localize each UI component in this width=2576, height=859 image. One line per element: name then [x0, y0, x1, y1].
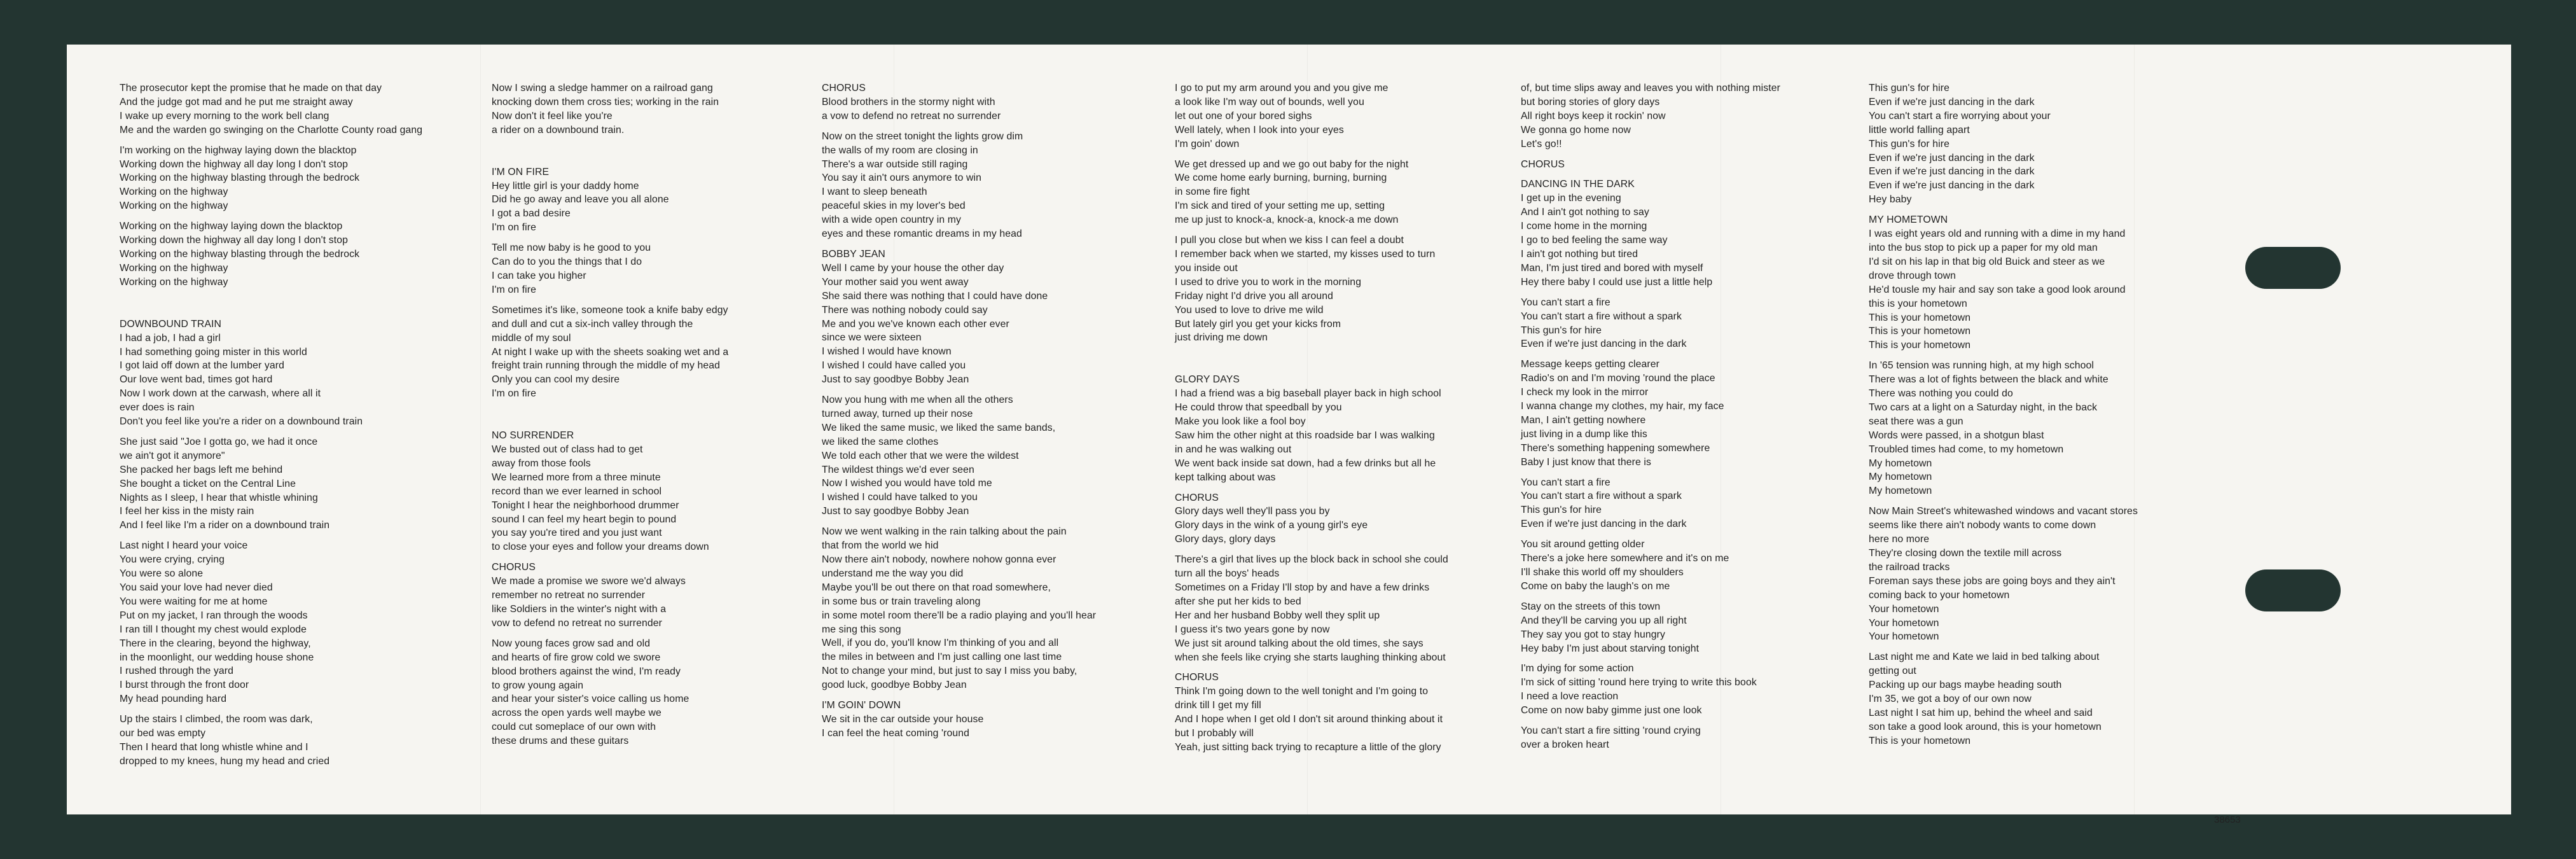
song-heading: DANCING IN THE DARK [1521, 179, 1635, 190]
lyric-line: remember no retreat no surrender [492, 590, 646, 601]
lyric-line: Last night me and Kate we laid in bed talking about [1869, 652, 2100, 663]
lyric-line: blood brothers against the wind, I'm ready [492, 666, 681, 677]
lyric-line: You said your love had never died [120, 582, 273, 593]
lyric-line: Troubled times had come, to my hometown [1869, 443, 2064, 455]
lyric-line: I go to put my arm around you and you give me [1175, 83, 1388, 94]
lyric-line: vow to defend no retreat no surrender [492, 617, 663, 629]
lyric-line: in some motel room there'll be a radio playing and you'll hear [822, 610, 1097, 621]
lyric-line: We made a promise we swore we'd always [492, 576, 686, 587]
lyric-line: You were so alone [120, 568, 204, 580]
lyric-line: Hey baby [1869, 194, 1912, 206]
lyric-line: eyes and these romantic dreams in my head [822, 228, 1022, 240]
lyric-line: ever does is rain [120, 402, 195, 414]
lyric-line: Only you can cool my desire [492, 374, 620, 386]
lyric-line: She said there was nothing that I could have done [822, 290, 1048, 302]
lyric-line: I can take you higher [492, 270, 586, 281]
lyric-line: You were crying, crying [120, 554, 225, 566]
lyric-line: I got laid off down at the lumber yard [120, 360, 285, 372]
lyric-line: I wanna change my clothes, my hair, my face [1521, 401, 1724, 412]
lyric-line: I'm sick and tired of your setting me up, setting [1175, 200, 1385, 212]
lyric-line: At night I wake up with the sheets soaking wet and a [492, 346, 729, 358]
lyric-line: Last night I heard your voice [120, 540, 248, 552]
lyric-line: I check my look in the mirror [1521, 387, 1649, 398]
lyric-line: kept talking about was [1175, 471, 1276, 483]
song-heading: CHORUS [492, 562, 536, 573]
lyric-line: Your hometown [1869, 631, 1939, 643]
lyric-line: Message keeps getting clearer [1521, 359, 1660, 370]
lyric-line: I rushed through the yard [120, 666, 234, 677]
lyric-line: like Soldiers in the winter's night with a [492, 604, 667, 615]
stanza-gap [822, 519, 1229, 525]
lyric-line: we liked the same clothes [822, 436, 939, 447]
lyric-line: Working down the highway all day long I don't stop [120, 158, 348, 170]
lyric-line: into the bus stop to pick up a paper for my old man [1869, 242, 2098, 253]
lyric-line: You used to love to drive me wild [1175, 304, 1324, 316]
lyric-line: I go to bed feeling the same way [1521, 235, 1668, 246]
lyric-line: that from the world we hid [822, 540, 939, 552]
lyric-line: Yeah, just sitting back trying to recapture a little of the glory [1175, 741, 1441, 753]
lyric-line: in some bus or train traveling along [822, 596, 981, 607]
punch-hole [2245, 569, 2341, 611]
lyric-line: Up the stairs I climbed, the room was dark, [120, 714, 313, 725]
lyric-line: She just said "Joe I gotta go, we had it once [120, 436, 318, 447]
lyric-line: This is your hometown [1869, 312, 1971, 323]
lyric-line: Blood brothers in the stormy night with [822, 96, 995, 108]
lyric-line: coming back to your hometown [1869, 589, 2010, 601]
stanza-gap [822, 692, 1229, 699]
lyric-line: I remember back when we started, my kisses used to turn [1175, 248, 1436, 260]
song-heading: CHORUS [822, 83, 866, 94]
lyric-line: Working on the highway blasting through the bedrock [120, 172, 360, 184]
lyric-line: Hey baby I'm just about starving tonight [1521, 643, 1700, 654]
lyric-line: I can feel the heat coming 'round [822, 727, 970, 739]
lyric-line: Well, if you do, you'll know I'm thinking of you and all [822, 638, 1059, 649]
lyric-line: I'm on fire [492, 222, 536, 234]
lyric-line: Tonight I hear the neighborhood drummer [492, 499, 679, 511]
lyric-line: Your hometown [1869, 603, 1939, 615]
lyric-line: Now young faces grow sad and old [492, 638, 651, 649]
lyric-line: Then I heard that long whistle whine and I [120, 741, 308, 753]
lyric-line: turn all the boys' heads [1175, 568, 1280, 580]
lyric-line: Baby I just know that there is [1521, 456, 1651, 468]
stanza-gap [1869, 207, 2276, 213]
lyric-line: We sit in the car outside your house [822, 713, 984, 725]
lyric-line: Working on the highway [120, 186, 228, 198]
song-heading: DOWNBOUND TRAIN [120, 318, 222, 330]
lyric-line: Me and you we've known each other ever [822, 318, 1009, 330]
lyric-line: Stay on the streets of this town [1521, 601, 1661, 612]
lyric-line: knocking down them cross ties; working in the rain [492, 96, 719, 108]
lyric-line: and dull and cut a six-inch valley through the [492, 318, 693, 330]
stanza-gap [1521, 171, 1928, 178]
stanza-gap [1521, 151, 1928, 158]
lyric-line: in some fire fight [1175, 186, 1250, 198]
lyric-line: record than we ever learned in school [492, 485, 662, 497]
lyric-line: a rider on a downbound train. [492, 124, 625, 136]
lyric-line: Well lately, when I look into your eyes [1175, 124, 1344, 136]
lyric-line: And I hope when I get old I don't sit around thinking about it [1175, 714, 1443, 725]
lyric-line: good luck, goodbye Bobby Jean [822, 680, 967, 691]
lyric-line: Even if we're just dancing in the dark [1869, 180, 2035, 192]
stanza-gap [1869, 353, 2276, 359]
lyric-line: I'm on fire [492, 284, 536, 295]
lyric-line: Saw him the other night at this roadside bar I was walking [1175, 429, 1435, 441]
lyric-line: He'd tousle my hair and say son take a good look around [1869, 284, 2126, 295]
lyric-line: I wake up every morning to the work bell clang [120, 110, 329, 122]
lyric-line: And I ain't got nothing to say [1521, 207, 1649, 218]
lyric-line: Not to change your mind, but just to say I miss you baby, [822, 666, 1077, 677]
lyric-line: My head pounding hard [120, 694, 227, 705]
lyric-line: Think I'm going down to the well tonight and I'm going to [1175, 686, 1429, 697]
lyric-line: a look like I'm way out of bounds, well you [1175, 96, 1364, 108]
lyric-line: me up just to knock-a, knock-a, knock-a me down [1175, 214, 1399, 226]
lyrics-column-5 [1521, 81, 1928, 752]
lyric-line: Now we went walking in the rain talking about the pain [822, 526, 1067, 538]
lyric-line: Sometimes it's like, someone took a knife baby edgy [492, 304, 728, 316]
lyric-line: me sing this song [822, 624, 901, 635]
lyric-line: I come home in the morning [1521, 221, 1647, 232]
lyric-line: You were waiting for me at home [120, 596, 268, 607]
lyric-line: I'm dying for some action [1521, 663, 1634, 674]
lyric-line: in and he was walking out [1175, 443, 1292, 455]
lyric-line: And the judge got mad and he put me straight away [120, 96, 353, 108]
song-heading: CHORUS [1521, 158, 1565, 170]
lyric-line: Me and the warden go swinging on the Charlotte County road gang [120, 124, 423, 136]
lyric-line: Words were passed, in a shotgun blast [1869, 429, 2044, 441]
lyric-line: drove through town [1869, 270, 1956, 281]
lyric-line: There's a joke here somewhere and it's on me [1521, 553, 1729, 564]
lyric-line: sound I can feel my heart begin to pound [492, 513, 677, 525]
lyric-line: I get up in the evening [1521, 193, 1621, 204]
lyric-line: dropped to my knees, hung my head and cried [120, 755, 330, 767]
lyric-line: This gun's for hire [1521, 505, 1602, 516]
lyric-line: I want to sleep beneath [822, 186, 927, 198]
song-heading: CHORUS [1175, 492, 1219, 503]
lyric-line: I had something going mister in this world [120, 346, 307, 358]
lyric-line: this is your hometown [1869, 298, 1967, 309]
lyric-line: when she feels like crying she starts laughing thinking about [1175, 652, 1446, 663]
lyric-line: This is your hometown [1869, 735, 1971, 746]
lyric-line: This gun's for hire [1869, 138, 1949, 150]
lyric-line: Even if we're just dancing in the dark [1869, 96, 2035, 108]
lyric-line: Glory days well they'll pass you by [1175, 506, 1330, 517]
lyric-line: peaceful skies in my lover's bed [822, 200, 966, 212]
lyric-line: Now I wished you would have told me [822, 478, 992, 489]
lyrics-column-3 [822, 81, 1229, 741]
lyric-line: I burst through the front door [120, 680, 249, 691]
lyric-line: Man, I'm just tired and bored with myself [1521, 262, 1703, 274]
lyric-line: you inside out [1175, 262, 1238, 274]
stanza-gap [822, 241, 1229, 248]
lyric-line: since we were sixteen [822, 332, 922, 344]
lyric-line: Make you look like a fool boy [1175, 416, 1306, 428]
lyric-line: Can do to you the things that I do [492, 256, 642, 268]
lyric-line: these drums and these guitars [492, 736, 629, 747]
lyric-line: In '65 tension was running high, at my high school [1869, 360, 2095, 372]
lyric-line: I guess it's two years gone by now [1175, 624, 1330, 635]
lyric-line: Foreman says these jobs are going boys and they ain't [1869, 575, 2116, 587]
lyric-line: Maybe you'll be out there on that road somewhere, [822, 582, 1051, 593]
lyric-line: My hometown [1869, 457, 1932, 469]
lyric-line: Her and her husband Bobby well they split up [1175, 610, 1380, 621]
song-heading: NO SURRENDER [492, 430, 574, 442]
lyric-line: Radio's on and I'm moving 'round the place [1521, 373, 1715, 384]
lyric-line: There's a girl that lives up the block back in school she could [1175, 554, 1448, 566]
lyric-line: There was nothing you could do [1869, 388, 2013, 400]
lyric-line: Two cars at a light on a Saturday night, in the back [1869, 402, 2098, 413]
lyric-line: I wished I could have called you [822, 360, 966, 372]
lyric-line: middle of my soul [492, 332, 571, 344]
song-gap [120, 290, 527, 318]
lyric-line: This is your hometown [1869, 326, 1971, 337]
lyric-line: She packed her bags left me behind [120, 464, 283, 475]
lyric-line: My hometown [1869, 471, 1932, 483]
lyric-line: seems like there ain't nobody wants to come down [1869, 520, 2096, 531]
lyric-line: There's a war outside still raging [822, 158, 968, 170]
lyric-line: I was eight years old and running with a dime in my hand [1869, 228, 2126, 240]
lyric-line: You can't start a fire without a spark [1521, 311, 1682, 322]
lyric-line: You say it ain't ours anymore to win [822, 172, 982, 184]
lyric-line: our bed was empty [120, 728, 206, 739]
lyric-line: You can't start a fire [1521, 297, 1610, 308]
lyric-line: seat there was a gun [1869, 416, 1963, 427]
stanza-gap [1869, 498, 2276, 505]
lyric-line: The prosecutor kept the promise that he made on that day [120, 83, 382, 94]
lyric-line: turned away, turned up their nose [822, 408, 973, 419]
lyric-line: freight train running through the middle of my head [492, 360, 720, 372]
lyric-line: We just sit around talking about the old times, she says [1175, 638, 1423, 649]
stanza-gap [1521, 718, 1928, 724]
stanza-gap [120, 137, 527, 144]
lyric-line: in the moonlight, our wedding house shone [120, 652, 314, 663]
lyric-line: They say you got to stay hungry [1521, 629, 1666, 640]
lyric-line: you say you're tired and you just want [492, 527, 662, 539]
lyric-line: just driving me down [1175, 332, 1268, 344]
lyric-line: and hearts of fire grow cold we swore [492, 652, 661, 663]
lyric-line: But lately girl you get your kicks from [1175, 318, 1341, 330]
lyric-line: This gun's for hire [1521, 325, 1602, 336]
lyric-line: Now you hung with me when all the others [822, 395, 1013, 406]
lyric-line: Man, I ain't getting nowhere [1521, 414, 1646, 426]
lyric-line: to close your eyes and follow your dreams down [492, 541, 709, 553]
stanza-gap [1521, 594, 1928, 600]
lyric-line: to grow young again [492, 680, 584, 691]
lyrics-column-1 [120, 81, 527, 769]
lyric-line: We liked the same music, we liked the same bands, [822, 422, 1056, 433]
lyric-line: We come home early burning, burning, burning [1175, 172, 1387, 184]
lyric-line: My hometown [1869, 485, 1932, 497]
song-heading: GLORY DAYS [1175, 374, 1240, 386]
lyric-line: Working on the highway [120, 276, 228, 288]
lyric-line: a vow to defend no retreat no surrender [822, 110, 1001, 122]
lyric-line: We learned more from a three minute [492, 471, 661, 483]
lyric-line: Now I work down at the carwash, where all it [120, 388, 321, 400]
lyric-line: we ain't got it anymore" [120, 450, 225, 461]
lyric-line: Your mother said you went away [822, 276, 969, 288]
lyric-line: the miles in between and I'm just calling one last time [822, 652, 1062, 663]
lyric-line: but I probably will [1175, 728, 1254, 739]
lyric-line: I'd sit on his lap in that big old Buick and steer as we [1869, 256, 2105, 267]
stanza-gap [120, 706, 527, 713]
lyric-line: There's something happening somewhere [1521, 442, 1710, 454]
lyric-line: over a broken heart [1521, 739, 1609, 750]
lyric-line: Now Main Street's whitewashed windows and vacant stores [1869, 506, 2138, 517]
lyric-line: This is your hometown [1869, 340, 1971, 351]
lyric-line: I'm sick of sitting 'round here trying to write this book [1521, 677, 1757, 688]
lyric-line: Even if we're just dancing in the dark [1869, 152, 2035, 164]
lyric-line: the railroad tracks [1869, 561, 1950, 573]
lyric-line: Hey there baby I could use just a little help [1521, 276, 1713, 288]
lyric-line: I'm on fire [492, 388, 536, 400]
lyric-line: of, but time slips away and leaves you with nothing mister [1521, 83, 1780, 94]
lyric-line: Working on the highway [120, 262, 228, 274]
lyric-line: You can't start a fire [1521, 477, 1610, 488]
lyric-line: We get dressed up and we go out baby for the night [1175, 158, 1409, 170]
lyric-line: Friday night I'd drive you all around [1175, 290, 1334, 302]
lyric-line: I'm goin' down [1175, 138, 1240, 150]
lyric-line: Now on the street tonight the lights grow dim [822, 130, 1023, 142]
lyric-line: Now I swing a sledge hammer on a railroad gang [492, 83, 713, 94]
lyric-line: Even if we're just dancing in the dark [1521, 339, 1687, 350]
lyric-line: We gonna go home now [1521, 124, 1631, 136]
lyric-line: little world falling apart [1869, 124, 1970, 136]
lyrics-column-6 [1869, 81, 2276, 748]
lyric-line: after she put her kids to bed [1175, 596, 1301, 607]
lyric-line: Working on the highway blasting through the bedrock [120, 248, 360, 260]
catalog-number: 38653 [2214, 814, 2241, 825]
lyric-line: She bought a ticket on the Central Line [120, 478, 296, 489]
lyric-line: You sit around getting older [1521, 539, 1645, 550]
lyric-line: You can't start a fire worrying about your [1869, 110, 2051, 122]
lyric-line: Nights as I sleep, I hear that whistle whining [120, 492, 318, 503]
lyric-line: son take a good look around, this is your hometown [1869, 721, 2102, 732]
song-heading: I'M ON FIRE [492, 166, 550, 178]
lyric-line: We told each other that we were the wildest [822, 450, 1019, 461]
lyric-line: I pull you close but when we kiss I can feel a doubt [1175, 235, 1404, 246]
lyric-line: across the open yards well maybe we [492, 708, 661, 719]
lyric-line: I wished I would have known [822, 346, 952, 358]
lyric-line: but boring stories of glory days [1521, 96, 1660, 108]
lyric-line: You can't start a fire without a spark [1521, 491, 1682, 502]
lyric-line: Even if we're just dancing in the dark [1521, 519, 1687, 530]
lyric-line: Last night I sat him up, behind the wheel and said [1869, 707, 2093, 718]
lyric-line: Working down the highway all day long I don't stop [120, 235, 348, 246]
lyric-line: Put on my jacket, I ran through the woods [120, 610, 308, 621]
lyric-line: All right boys keep it rockin' now [1521, 110, 1666, 122]
lyric-line: And I feel like I'm a rider on a downbound train [120, 520, 330, 531]
lyric-line: They're closing down the textile mill across [1869, 548, 2062, 559]
lyric-line: Now don't it feel like you're [492, 110, 613, 122]
lyric-line: Packing up our bags maybe heading south [1869, 680, 2062, 691]
lyric-line: Tell me now baby is he good to you [492, 242, 651, 254]
lyric-line: Even if we're just dancing in the dark [1869, 166, 2035, 178]
lyric-line: Now there ain't nobody, nowhere nohow gonna ever [822, 554, 1056, 565]
lyric-line: the walls of my room are closing in [822, 144, 978, 156]
lyric-line: You can't start a fire sitting 'round crying [1521, 725, 1701, 737]
lyric-line: Glory days, glory days [1175, 534, 1276, 545]
lyric-line: Just to say goodbye Bobby Jean [822, 506, 969, 517]
lyric-line: Hey little girl is your daddy home [492, 180, 639, 192]
lyric-line: I need a love reaction [1521, 691, 1619, 702]
lyric-line: Come on now baby gimme just one look [1521, 705, 1702, 716]
lyric-line: And they'll be carving you up all right [1521, 615, 1687, 626]
stanza-gap [822, 387, 1229, 393]
lyric-line: We went back inside sat down, had a few drinks but all he [1175, 457, 1436, 469]
lyric-line: I feel her kiss in the misty rain [120, 506, 254, 517]
lyric-line: The wildest things we'd ever seen [822, 464, 974, 475]
lyric-line: could cut someplace of our own with [492, 722, 656, 733]
lyric-line: There in the clearing, beyond the highway, [120, 638, 311, 649]
lyric-line: drink till I get my fill [1175, 700, 1261, 711]
song-heading: BOBBY JEAN [822, 248, 885, 260]
lyric-line: Working on the highway [120, 200, 228, 212]
lyric-line: I'm working on the highway laying down the blacktop [120, 144, 357, 156]
lyric-line: Come on baby the laugh's on me [1521, 580, 1670, 592]
lyric-line: Our love went bad, times got hard [120, 374, 273, 386]
song-heading: CHORUS [1175, 672, 1219, 683]
stanza-gap [120, 429, 527, 435]
stanza-gap [120, 213, 527, 220]
lyric-line: I had a friend was a big baseball player back in high school [1175, 388, 1441, 400]
stanza-gap [1521, 470, 1928, 476]
lyric-line: I'm 35, we got a boy of our own now [1869, 694, 2032, 705]
lyric-line: He could throw that speedball by you [1175, 402, 1342, 414]
lyric-line: Just to say goodbye Bobby Jean [822, 374, 969, 386]
lyric-line: Glory days in the wink of a young girl's eye [1175, 520, 1368, 531]
lyric-line: I got a bad desire [492, 208, 571, 220]
stanza-gap [822, 123, 1229, 130]
song-heading: I'M GOIN' DOWN [822, 700, 901, 711]
lyric-line: Did he go away and leave you all alone [492, 194, 669, 206]
lyric-line: We busted out of class had to get [492, 444, 643, 456]
punch-hole [2245, 247, 2341, 289]
lyric-line: Don't you feel like you're a rider on a downbound train [120, 416, 363, 428]
stanza-gap [1869, 644, 2276, 650]
lyric-line: I wished I could have talked to you [822, 492, 978, 503]
lyric-line: I'll shake this world off my shoulders [1521, 567, 1684, 578]
lyric-line: I ran till I thought my chest would explode [120, 624, 307, 635]
lyric-sheet [67, 45, 2511, 825]
lyric-line: just living in a dump like this [1521, 428, 1647, 440]
lyric-line: away from those fools [492, 457, 591, 469]
lyric-line: I had a job, I had a girl [120, 332, 221, 344]
song-heading: MY HOMETOWN [1869, 214, 1948, 226]
stanza-gap [120, 533, 527, 539]
lyric-line: with a wide open country in my [822, 214, 961, 226]
stanza-gap [1521, 655, 1928, 662]
stanza-gap [1521, 351, 1928, 358]
lyric-line: Sometimes on a Friday I'll stop by and have a few drinks [1175, 582, 1430, 593]
lyric-line: Working on the highway laying down the blacktop [120, 221, 343, 232]
lyric-line: and hear your sister's voice calling us home [492, 694, 689, 705]
lyric-line: This gun's for hire [1869, 83, 1949, 94]
lyric-line: Let's go!! [1521, 138, 1562, 150]
stanza-gap [1521, 531, 1928, 538]
lyric-line: understand me the way you did [822, 568, 964, 579]
lyric-line: I used to drive you to work in the morning [1175, 276, 1362, 288]
lyric-line: here no more [1869, 534, 1930, 545]
lyric-line: Well I came by your house the other day [822, 262, 1004, 274]
lyric-line: There was a lot of fights between the black and white [1869, 374, 2109, 386]
lyric-line: There was nothing nobody could say [822, 304, 988, 316]
lyric-line: I ain't got nothing but tired [1521, 248, 1638, 260]
lyric-line: let out one of your bored sighs [1175, 110, 1312, 122]
lyric-line: Your hometown [1869, 617, 1939, 629]
lyric-line: getting out [1869, 666, 1916, 677]
stanza-gap [1521, 290, 1928, 296]
